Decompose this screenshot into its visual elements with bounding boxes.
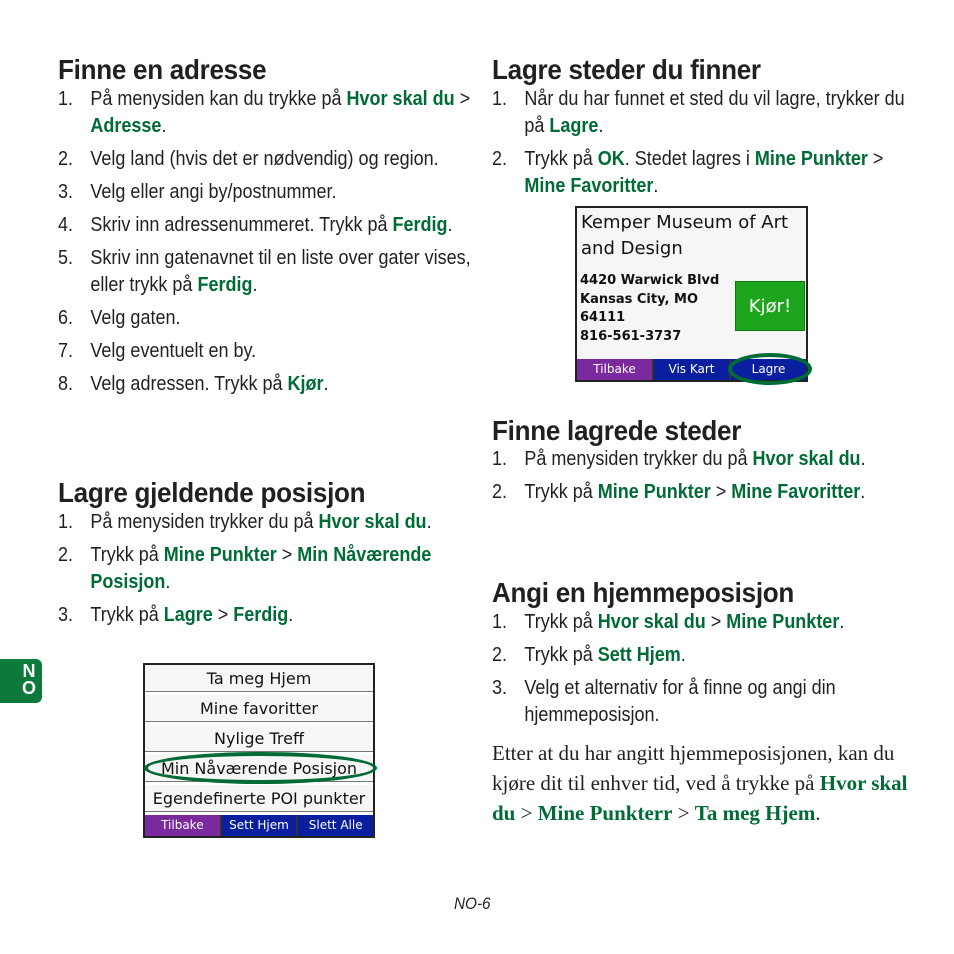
- menu-item-nylige-treff[interactable]: Nylige Treff: [145, 725, 373, 752]
- steps-lagre-gjeldende-posisjon: [58, 509, 448, 635]
- separator: >: [705, 611, 727, 633]
- note-text: Etter at du har angitt hjemmeposisjonen, kan du kjøre dit til enhver tid, ved å trykke på: [492, 741, 895, 795]
- step-number: 1.: [492, 611, 508, 633]
- step-5: [58, 245, 480, 299]
- heading-lagre-gjeldende-posisjon: Lagre gjeldende posisjon: [58, 477, 366, 508]
- step-1: [492, 86, 924, 140]
- step-text: . Stedet lagres i: [624, 148, 755, 170]
- steps-finne-en-adresse: [58, 86, 471, 404]
- ui-term: Ta meg Hjem: [694, 801, 816, 825]
- softkey-tilbake[interactable]: Tilbake: [145, 815, 220, 836]
- place-address: [580, 272, 719, 346]
- step-text: Velg eventuelt en by.: [90, 340, 257, 362]
- address-street: 4420 Warwick Blvd: [580, 273, 720, 288]
- ui-term: Kjør: [287, 373, 324, 395]
- step-text: Velg et alternativ for å finne og angi din hjemmeposisjon.: [524, 677, 836, 726]
- step-text: Velg gaten.: [90, 307, 181, 329]
- punct: .: [323, 373, 329, 395]
- punct: .: [426, 511, 432, 533]
- step-6: [58, 305, 480, 332]
- step-7: [58, 338, 480, 365]
- step-2: [492, 146, 924, 200]
- step-number: 1.: [492, 88, 508, 110]
- step-text: Trykk på: [524, 611, 598, 633]
- address-city: Kansas City, MO: [580, 291, 699, 307]
- menu-item-mine-favoritter[interactable]: Mine favoritter: [145, 695, 373, 722]
- softkey-slett-alle[interactable]: Slett Alle: [298, 815, 373, 836]
- step-number: 2.: [58, 544, 74, 566]
- step-text: Velg land (hvis det er nødvendig) og region.: [90, 148, 439, 170]
- step-text: Trykk på: [524, 644, 598, 666]
- step-1: [58, 509, 480, 536]
- step-8: [58, 371, 480, 398]
- step-text: På menysiden trykker du på: [90, 511, 319, 533]
- step-number: 6.: [58, 307, 74, 329]
- ui-term: Hvor skal du: [492, 771, 908, 825]
- step-text: Velg adressen. Trykk på: [90, 373, 288, 395]
- ui-term: Min Nåværende Posisjon: [90, 544, 432, 593]
- device-screenshot-mine-punkter: [143, 663, 375, 838]
- punct: .: [680, 644, 686, 666]
- step-number: 2.: [58, 148, 74, 170]
- separator: >: [515, 801, 538, 825]
- step-number: 3.: [58, 604, 74, 626]
- step-1: [492, 446, 924, 473]
- step-text: Trykk på: [524, 481, 598, 503]
- language-tab: [0, 659, 42, 703]
- ui-term: Ferdig: [233, 604, 289, 626]
- punct: .: [815, 801, 821, 825]
- separator: >: [276, 544, 298, 566]
- step-number: 1.: [58, 88, 74, 110]
- step-number: 3.: [492, 677, 508, 699]
- step-2: [58, 146, 480, 173]
- step-3: [492, 675, 924, 729]
- ui-term: OK: [597, 148, 625, 170]
- go-button[interactable]: Kjør!: [735, 281, 805, 331]
- step-number: 2.: [492, 481, 508, 503]
- place-title-line: and Design: [581, 238, 683, 259]
- steps-finne-lagrede: [492, 446, 892, 512]
- step-number: 2.: [492, 644, 508, 666]
- steps-lagre-steder: [492, 86, 905, 206]
- punct: .: [598, 115, 604, 137]
- step-number: 1.: [58, 511, 74, 533]
- softkey-sett-hjem[interactable]: Sett Hjem: [222, 815, 297, 836]
- step-text: Trykk på: [90, 604, 164, 626]
- step-4: [58, 212, 480, 239]
- step-number: 4.: [58, 214, 74, 236]
- ui-term: Mine Punkterr: [537, 801, 673, 825]
- tab-letter: O: [21, 678, 36, 698]
- ui-term: Mine Favoritter: [524, 175, 654, 197]
- ui-term: Lagre: [163, 604, 213, 626]
- step-2: [492, 479, 924, 506]
- step-number: 5.: [58, 247, 74, 269]
- heading-finne-lagrede-steder: Finne lagrede steder: [492, 415, 742, 446]
- softkey-vis-kart[interactable]: Vis Kart: [654, 359, 729, 380]
- address-phone: 816-561-3737: [580, 328, 682, 344]
- ui-term: Sett Hjem: [597, 644, 681, 666]
- punct: .: [653, 175, 659, 197]
- step-text: Når du har funnet et sted du vil lagre, trykker du på: [524, 88, 905, 137]
- ui-term: Adresse: [90, 115, 162, 137]
- step-number: 2.: [492, 148, 508, 170]
- step-text: Trykk på: [90, 544, 164, 566]
- place-title-line: Kemper Museum of Art: [581, 212, 789, 233]
- ui-term: Hvor skal du: [597, 611, 706, 633]
- punct: .: [252, 274, 258, 296]
- punct: .: [161, 115, 167, 137]
- tab-letter: N: [22, 661, 36, 681]
- address-zip: 64111: [580, 310, 626, 325]
- step-1: [58, 86, 480, 140]
- punct: .: [165, 571, 171, 593]
- menu-item-ta-meg-hjem[interactable]: Ta meg Hjem: [145, 665, 373, 692]
- steps-angi-hjem: [492, 609, 892, 735]
- step-3: [58, 602, 480, 629]
- ui-term: Mine Favoritter: [731, 481, 861, 503]
- step-text: På menysiden kan du trykke på: [90, 88, 347, 110]
- step-3: [58, 179, 480, 206]
- ui-term: Hvor skal du: [346, 88, 455, 110]
- softkey-tilbake[interactable]: Tilbake: [577, 359, 652, 380]
- device-screenshot-place-detail: [575, 206, 808, 382]
- ui-term: Ferdig: [197, 274, 253, 296]
- place-title: [581, 210, 788, 262]
- menu-item-egendefinerte-poi[interactable]: Egendefinerte POI punkter: [145, 785, 373, 812]
- ui-term: Mine Punkter: [597, 481, 711, 503]
- separator: >: [710, 481, 732, 503]
- ui-term: Mine Punkter: [726, 611, 840, 633]
- step-text: Skriv inn gatenavnet til en liste over gater vises, eller trykk på: [90, 247, 471, 296]
- step-2: [492, 642, 924, 669]
- softkey-bar: [145, 815, 373, 836]
- note-paragraph: [492, 738, 912, 828]
- menu-item-min-navaerende-posisjon[interactable]: Min Nåværende Posisjon: [145, 755, 373, 782]
- separator: >: [212, 604, 234, 626]
- separator: >: [454, 88, 471, 110]
- step-number: 3.: [58, 181, 74, 203]
- heading-angi-en-hjemmeposisjon: Angi en hjemmeposisjon: [492, 577, 795, 608]
- punct: .: [860, 448, 866, 470]
- separator: >: [867, 148, 884, 170]
- punct: .: [839, 611, 845, 633]
- softkey-lagre[interactable]: Lagre: [731, 359, 806, 380]
- punct: .: [288, 604, 294, 626]
- step-number: 8.: [58, 373, 74, 395]
- ui-term: Mine Punkter: [754, 148, 868, 170]
- step-number: 1.: [492, 448, 508, 470]
- step-text: Skriv inn adressenummeret. Trykk på: [90, 214, 393, 236]
- heading-lagre-steder-du-finner: Lagre steder du finner: [492, 54, 761, 85]
- step-text: Velg eller angi by/postnummer.: [90, 181, 337, 203]
- step-number: 7.: [58, 340, 74, 362]
- ui-term: Hvor skal du: [318, 511, 427, 533]
- ui-term: Hvor skal du: [752, 448, 861, 470]
- ui-term: Mine Punkter: [163, 544, 277, 566]
- step-2: [58, 542, 480, 596]
- step-text: På menysiden trykker du på: [524, 448, 753, 470]
- punct: .: [860, 481, 866, 503]
- ui-term: Lagre: [549, 115, 599, 137]
- punct: .: [447, 214, 453, 236]
- softkey-bar: [577, 359, 806, 380]
- separator: >: [672, 801, 695, 825]
- ui-term: Ferdig: [392, 214, 448, 236]
- page-number: NO-6: [454, 894, 491, 913]
- step-1: [492, 609, 924, 636]
- heading-finne-en-adresse: Finne en adresse: [58, 54, 267, 85]
- step-text: Trykk på: [524, 148, 598, 170]
